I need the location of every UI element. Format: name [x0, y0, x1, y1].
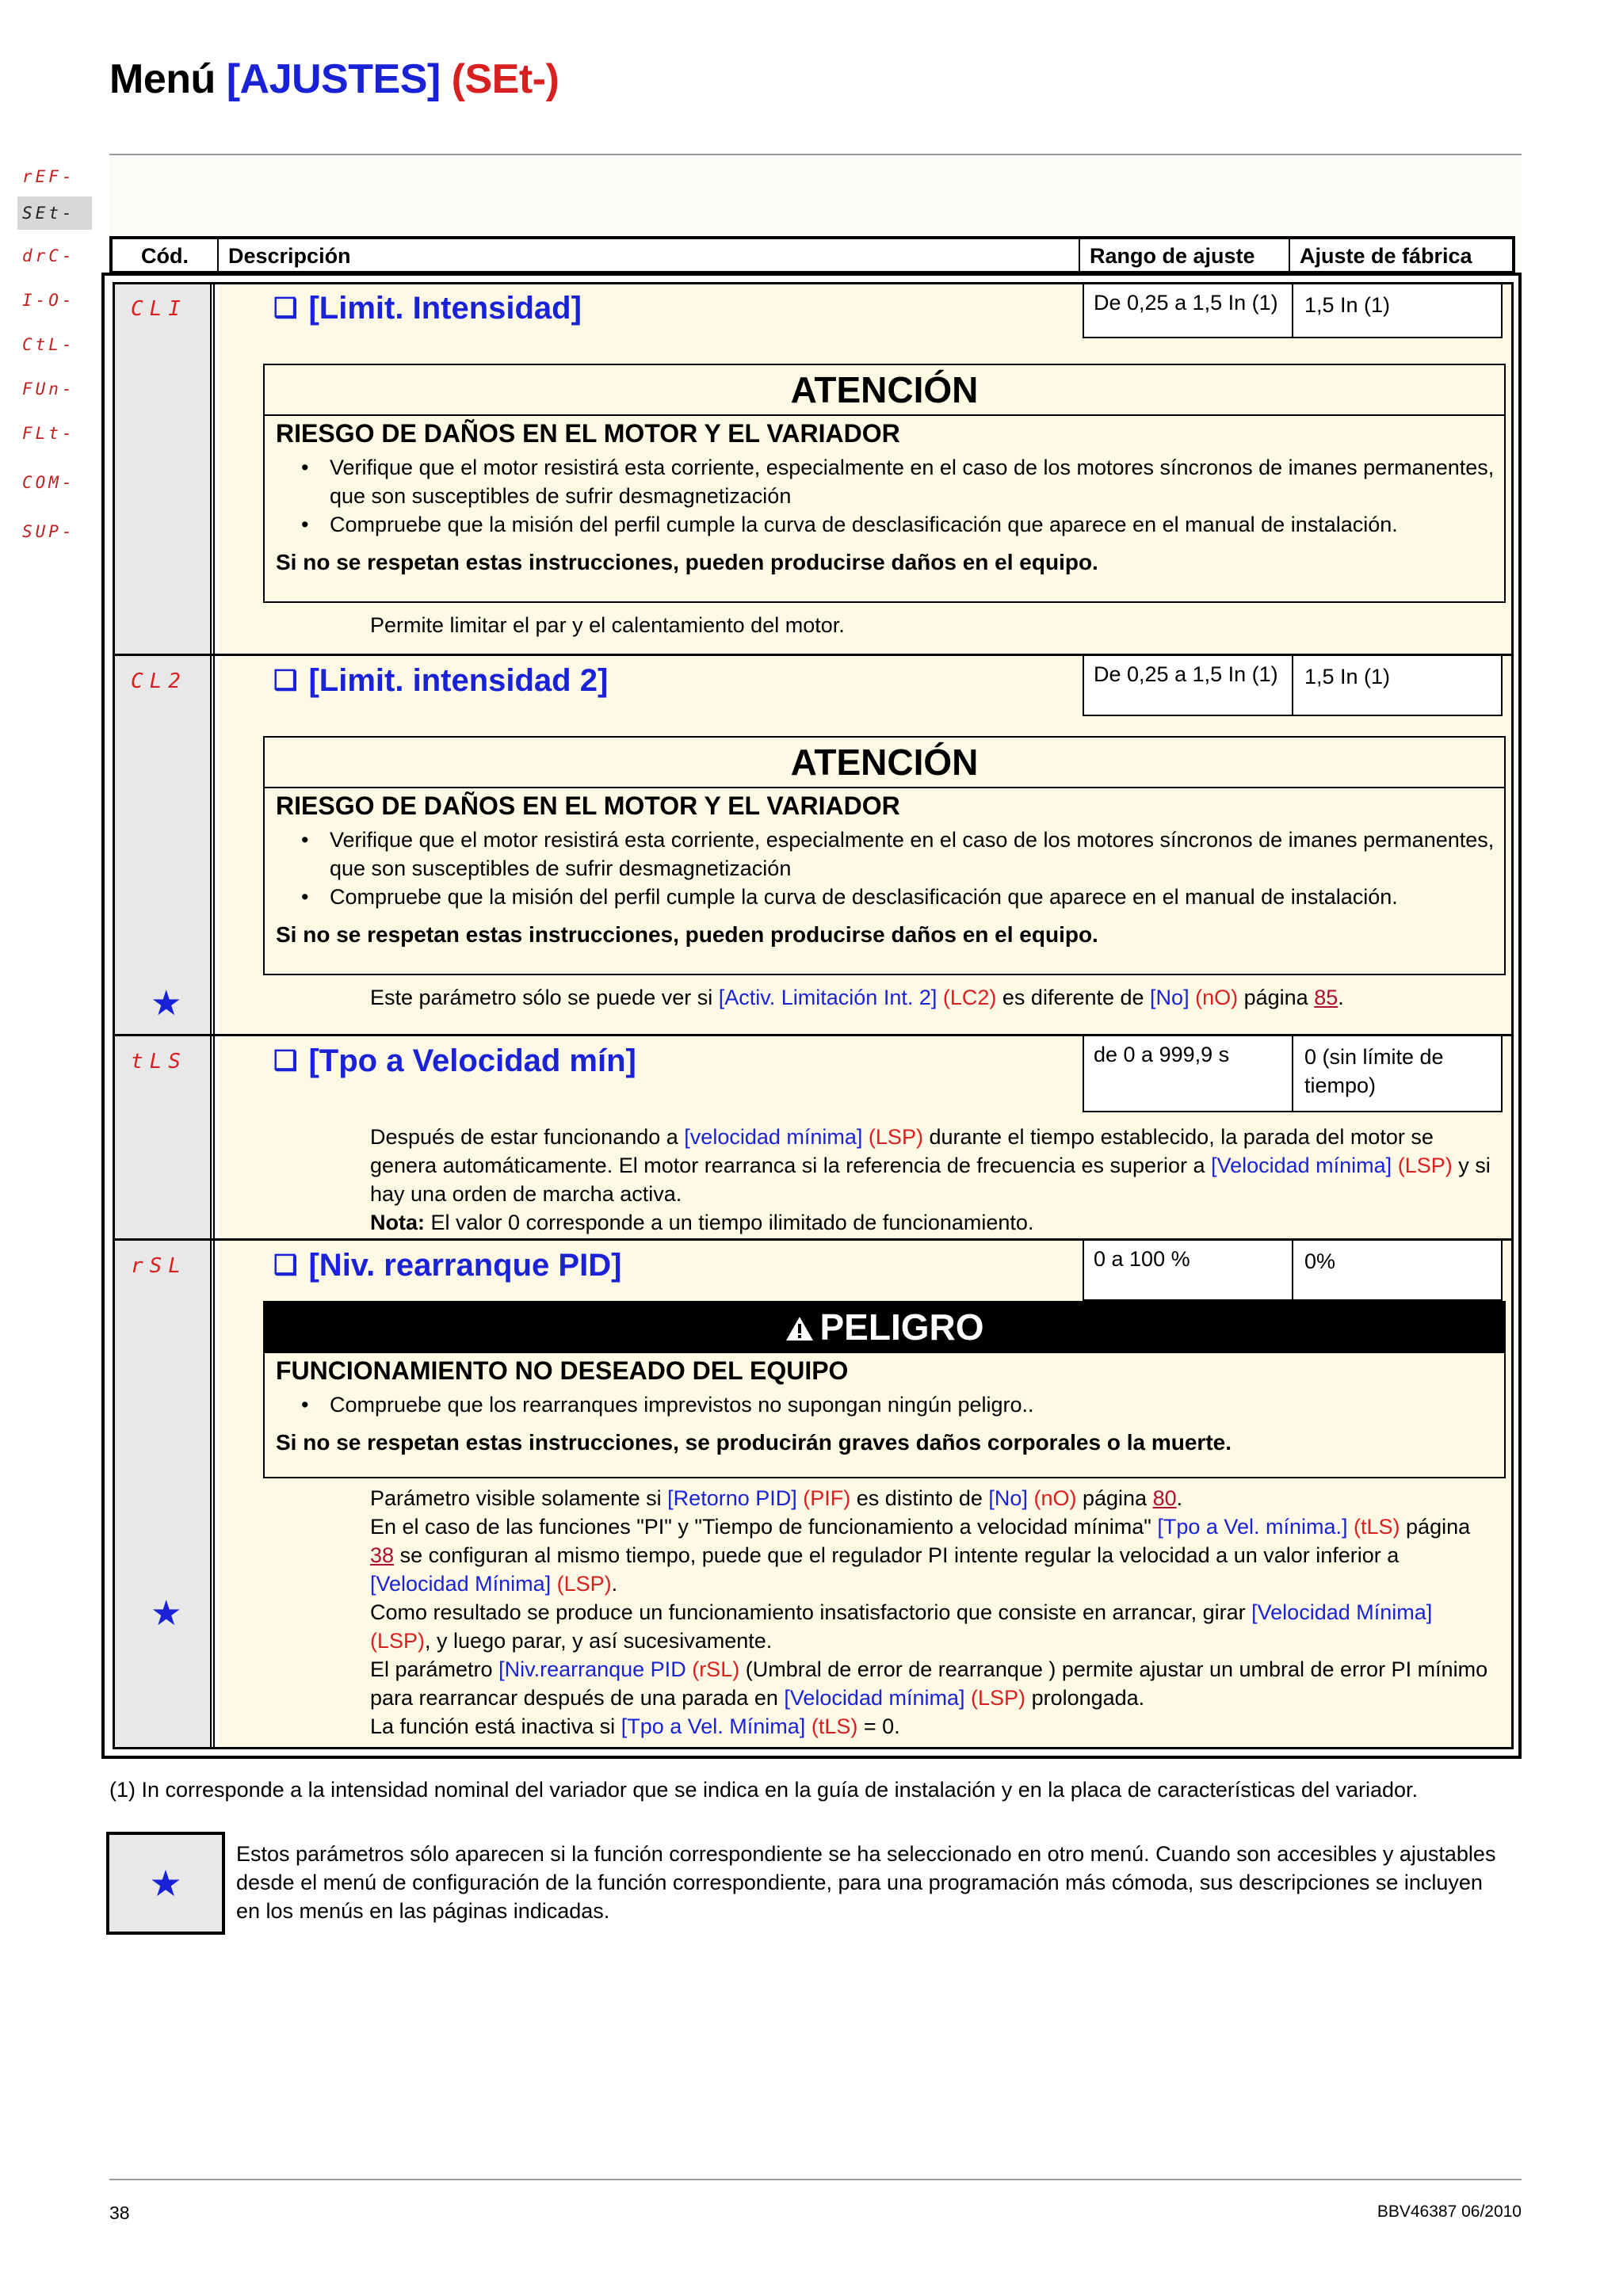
- param-reference: [velocidad mínima]: [684, 1125, 863, 1149]
- param-reference: [Niv.rearranque PID: [498, 1657, 686, 1681]
- side-menu-item-flt[interactable]: FLt-: [22, 424, 75, 443]
- danger-subtitle: FUNCIONAMIENTO NO DESEADO DEL EQUIPO: [276, 1356, 849, 1385]
- checkbox-icon: ❑: [273, 666, 298, 696]
- param-reference: [Retorno PID]: [667, 1486, 797, 1510]
- danger-list: [265, 1390, 1504, 1419]
- factory-value-cl2: 1,5 In (1): [1304, 665, 1391, 688]
- footer-divider: [109, 2179, 1522, 2180]
- warning-footer: Si no se respetan estas instrucciones, pueden producirse daños en el equipo.: [276, 550, 1098, 574]
- param-reference: [Activ. Limitación Int. 2]: [718, 986, 938, 1009]
- range-value-tls: de 0 a 999,9 s: [1084, 1036, 1293, 1111]
- param-code-reference: (rSL): [692, 1657, 740, 1681]
- param-code-reference: (LSP): [556, 1572, 612, 1596]
- document-reference: BBV46387 06/2010: [1377, 2203, 1522, 2221]
- param-code-reference: (LSP): [370, 1629, 426, 1653]
- page-number: 38: [109, 2203, 130, 2223]
- warning-title: ATENCIÓN: [265, 365, 1504, 416]
- param-name-rsl: [273, 1248, 621, 1283]
- side-menu-item-set[interactable]: SEt-: [17, 196, 92, 230]
- param-description-tls: Después de estar funcionando a [velocidad mínima] (LSP) durante el tiempo establecido, la parada del motor se genera automáticamente. El motor rearranca si la referencia de frecuencia es superior a [Velocidad mínima] (LSP) y si hay una orden de marcha activa. Nota: El valor 0 corresponde a un tiempo ilimitado de funcionamiento.: [370, 1125, 1491, 1234]
- title-menu-word: Menú: [109, 56, 216, 102]
- warning-title: ATENCIÓN: [265, 738, 1504, 788]
- warning-bullet: • Verifique que el motor resistirá esta corriente, especialmente en el caso de los motores síncronos de imanes permanentes, que son susceptibles de sufrir desmagnetización: [330, 826, 1504, 883]
- header-code: Cód.: [113, 239, 219, 273]
- header-description: Descripción: [219, 239, 1080, 273]
- star-icon: ★: [149, 1863, 182, 1904]
- side-menu-item-fun[interactable]: FUn-: [22, 379, 75, 399]
- param-description-rsl: Parámetro visible solamente si [Retorno PID] (PIF) es distinto de [No] (nO) página 80. En el caso de las funciones "PI" y "Tiempo de funcionamiento a velocidad mínima" [Tpo a Vel. mínima.] (tLS) página 38 se configuran al mismo tiempo, puede que el regulador PI intente regular la velocidad a un valor inferior a [Velocidad Mínima] (LSP). Como resultado se produce un funcionamiento insatisfactorio que consiste en arrancar, girar [Velocidad Mínima] (LSP), y luego parar, y así sucesivamente. El parámetro [Niv.rearranque PID (rSL) (Umbral de error de rearranque ) permite ajustar un umbral de error PI mínimo para rearrancar después de una parada en [Velocidad mínima] (LSP) prolongada. La función está inactiva si [Tpo a Vel. Mínima] (tLS) = 0.: [370, 1486, 1488, 1738]
- title-menu-name: [AJUSTES]: [226, 56, 441, 102]
- param-name-cli: [273, 291, 582, 326]
- param-reference: [Tpo a Vel. mínima.]: [1157, 1515, 1348, 1539]
- footnote-marker: (1): [109, 1778, 136, 1802]
- page-link[interactable]: 38: [370, 1543, 395, 1567]
- param-code-reference: (LSP): [971, 1686, 1026, 1710]
- header-factory: Ajuste de fábrica: [1300, 244, 1472, 268]
- param-name-cl2: [273, 663, 608, 699]
- warning-box-cli: [263, 364, 1506, 603]
- param-reference: [No]: [988, 1486, 1028, 1510]
- checkbox-icon: ❑: [273, 1250, 298, 1280]
- param-code-cl2: CL2: [131, 669, 187, 693]
- footnote-text: In corresponde a la intensidad nominal del variador que se indica en la guía de instalación y en la placa de características del variador.: [141, 1778, 1418, 1802]
- warning-box-cl2: [263, 736, 1506, 975]
- star-icon: ★: [151, 984, 182, 1023]
- range-box-cli: [1083, 284, 1503, 338]
- warning-bullet: • Compruebe que la misión del perfil cumple la curva de desclasificación que aparece en el manual de instalación.: [330, 883, 1504, 911]
- range-value-rsl: 0 a 100 %: [1084, 1241, 1293, 1299]
- note-label: Nota:: [370, 1211, 425, 1234]
- parameters-table: [101, 273, 1522, 1759]
- param-reference: [Velocidad mínima]: [1211, 1154, 1392, 1177]
- param-code-reference: (LSP): [868, 1125, 923, 1149]
- range-box-tls: [1083, 1036, 1503, 1112]
- checkbox-icon: ❑: [273, 293, 298, 323]
- range-box-rsl: [1083, 1241, 1503, 1301]
- star-legend-box: [106, 1832, 225, 1935]
- warning-triangle-icon: [785, 1315, 815, 1342]
- side-menu-item-ctl[interactable]: CtL-: [22, 335, 75, 354]
- warning-bullet: • Verifique que el motor resistirá esta corriente, especialmente en el caso de los motores síncronos de imanes permanentes, que son susceptibles de sufrir desmagnetización: [330, 453, 1504, 510]
- danger-title-text: PELIGRO: [819, 1306, 984, 1348]
- star-legend-text: Estos parámetros sólo aparecen si la función correspondiente se ha seleccionado en otro menú. Cuando son accesibles y ajustables desde el menú de configuración de la función correspondiente, para una programación más cómoda, sus descripciones se incluyen en los menús en las páginas indicadas.: [236, 1842, 1496, 1923]
- warning-list: [265, 453, 1504, 539]
- param-code-reference: (nO): [1033, 1486, 1077, 1510]
- param-code-reference: (LC2): [942, 986, 997, 1009]
- factory-value-tls: 0 (sin límite de tiempo): [1304, 1045, 1444, 1097]
- page-link[interactable]: 85: [1314, 986, 1338, 1009]
- param-reference: [Velocidad mínima]: [784, 1686, 965, 1710]
- factory-value-cli: 1,5 In (1): [1304, 293, 1391, 317]
- danger-box-rsl: [263, 1301, 1506, 1478]
- param-code-reference: (PIF): [803, 1486, 851, 1510]
- param-code-tls: tLS: [131, 1050, 187, 1074]
- table-header: [109, 236, 1515, 273]
- param-code-reference: (LSP): [1397, 1154, 1453, 1177]
- warning-list: [265, 826, 1504, 911]
- range-value-cl2: De 0,25 a 1,5 In (1): [1084, 656, 1293, 715]
- range-value-cli: De 0,25 a 1,5 In (1): [1084, 284, 1293, 337]
- side-menu-item-ref[interactable]: rEF-: [22, 167, 75, 186]
- param-code-reference: (tLS): [1354, 1515, 1400, 1539]
- star-icon: ★: [151, 1594, 182, 1633]
- param-reference: [Velocidad Mínima]: [1251, 1600, 1433, 1624]
- note-text: El valor 0 corresponde a un tiempo ilimitado de funcionamiento.: [430, 1211, 1034, 1234]
- param-code-cli: CLI: [131, 297, 187, 321]
- warning-bullet: • Compruebe que la misión del perfil cumple la curva de desclasificación que aparece en el manual de instalación.: [330, 510, 1504, 539]
- param-description-cl2: Este parámetro sólo se puede ver si [Activ. Limitación Int. 2] (LC2) es diferente de [No] (nO) página 85.: [370, 986, 1344, 1009]
- side-menu-item-com[interactable]: COM-: [22, 473, 75, 492]
- title-menu-code: (SEt-): [451, 56, 559, 102]
- param-name-tls: [273, 1043, 636, 1079]
- footnote: [109, 1778, 1418, 1802]
- param-reference: [No]: [1150, 986, 1190, 1009]
- header-range: Rango de ajuste: [1080, 239, 1290, 273]
- warning-footer: Si no se respetan estas instrucciones, pueden producirse daños en el equipo.: [276, 922, 1098, 947]
- param-code-reference: (nO): [1195, 986, 1239, 1009]
- side-menu-item-io[interactable]: I-O-: [22, 291, 75, 310]
- code-column: [115, 284, 215, 1747]
- danger-footer: Si no se respetan estas instrucciones, se producirán graves daños corporales o la muerte.: [276, 1430, 1232, 1455]
- param-reference: [Velocidad Mínima]: [370, 1572, 552, 1596]
- param-name-cli-text: [Limit. Intensidad]: [308, 291, 582, 326]
- checkbox-icon: ❑: [273, 1046, 298, 1076]
- param-reference: [Tpo a Vel. Mínima]: [621, 1714, 806, 1738]
- page-link[interactable]: 80: [1152, 1486, 1177, 1510]
- danger-bullet: • Compruebe que los rearranques imprevistos no supongan ningún peligro..: [330, 1390, 1504, 1419]
- page-title: [109, 55, 559, 103]
- warning-subtitle: RIESGO DE DAÑOS EN EL MOTOR Y EL VARIADOR: [276, 791, 900, 820]
- warning-subtitle: RIESGO DE DAÑOS EN EL MOTOR Y EL VARIADOR: [276, 419, 900, 448]
- param-name-rsl-text: [Niv. rearranque PID]: [308, 1248, 622, 1283]
- factory-value-rsl: 0%: [1304, 1249, 1336, 1273]
- param-name-tls-text: [Tpo a Velocidad mín]: [308, 1043, 636, 1078]
- param-name-cl2-text: [Limit. intensidad 2]: [308, 663, 609, 698]
- side-menu-item-drc[interactable]: drC-: [22, 246, 75, 265]
- danger-title: [265, 1302, 1504, 1353]
- range-box-cl2: [1083, 656, 1503, 716]
- side-menu-item-sup[interactable]: SUP-: [22, 522, 75, 541]
- param-code-reference: (tLS): [811, 1714, 858, 1738]
- param-code-rsl: rSL: [131, 1254, 187, 1278]
- param-description-cli: Permite limitar el par y el calentamiento del motor.: [370, 613, 845, 637]
